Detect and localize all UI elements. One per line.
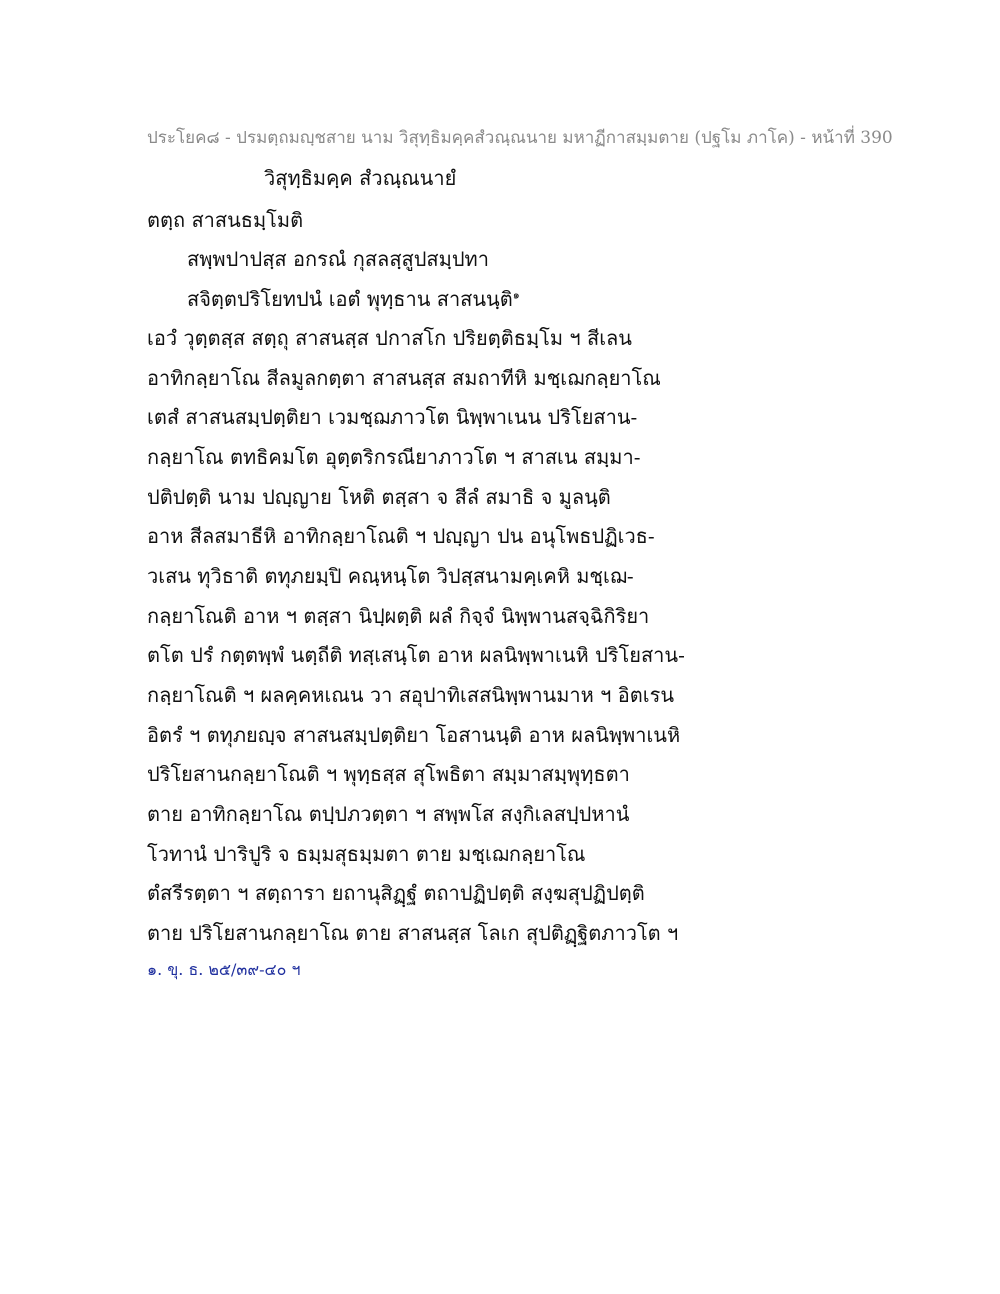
section-title: วิสุทฺธิมคฺค สํวณฺณนายํ bbox=[264, 166, 457, 190]
body-line: ปติปตฺติ นาม ปญฺญาย โหติ ตสฺสา จ สีลํ สมาธิ จ มูลนฺติ bbox=[147, 485, 611, 509]
body-line: เอวํ วุตฺตสฺส สตฺถุ สาสนสฺส ปกาสโก ปริยตฺติธมฺโม ฯ สีเลน bbox=[147, 326, 632, 350]
footnote-marker: ๑ bbox=[512, 288, 520, 302]
page-header: ประโยค๘ - ปรมตฺถมญฺชสาย นาม วิสุทฺธิมคฺคสํวณฺณนาย มหาฏีกาสมฺมตาย (ปฐโม ภาโค) - หน้าที่ 390 bbox=[147, 128, 893, 148]
footnote: ๑. ขุ. ธ. ๒๕/๓๙-๔๐ ฯ bbox=[147, 960, 301, 979]
body-line: โวทานํ ปาริปูริ จ ธมฺมสุธมฺมตา ตาย มชฺเฌกลฺยาโณ bbox=[147, 842, 586, 866]
body-line: ตโต ปรํ กตฺตพฺพํ นตฺถีติ ทสฺเสนฺโต อาห ผลนิพฺพาเนหิ ปริโยสาน- bbox=[147, 643, 685, 667]
body-line: อาทิกลฺยาโณ สีลมูลกตฺตา สาสนสฺส สมถาทีหิ มชฺเฌกลฺยาโณ bbox=[147, 366, 661, 390]
verse-line-2-text: สจิตฺตปริโยทปนํ เอตํ พุทฺธาน สาสนนฺติ bbox=[187, 287, 513, 311]
body-line: กลฺยาโณติ อาห ฯ ตสฺสา นิปฺผตฺติ ผลํ กิจฺจํ นิพฺพานสจฺฉิกิริยา bbox=[147, 604, 650, 628]
body-line: กลฺยาโณติ ฯ ผลคฺคหเณน วา สอุปาทิเสสนิพฺพานมาห ฯ อิตเรน bbox=[147, 683, 675, 707]
body-line: ตาย ปริโยสานกลฺยาโณ ตาย สาสนสฺส โลเก สุปติฏฺฐิตภาวโต ฯ bbox=[147, 921, 679, 945]
verse-line-1: สพฺพปาปสฺส อกรณํ กุสลสฺสูปสมฺปทา bbox=[187, 247, 489, 271]
body-line: กลฺยาโณ ตทธิคมโต อุตฺตริกรณียาภาวโต ฯ สาสเน สมฺมา- bbox=[147, 445, 641, 469]
body-line: เตสํ สาสนสมฺปตฺติยา เวมชฺฌภาวโต นิพฺพาเนน ปริโยสาน- bbox=[147, 405, 638, 429]
verse-intro: ตตฺถ สาสนธมฺโมติ bbox=[147, 208, 304, 232]
body-line: ปริโยสานกลฺยาโณติ ฯ พุทฺธสฺส สุโพธิตา สมฺมาสมฺพุทฺธตา bbox=[147, 762, 630, 786]
body-line: อาห สีลสมาธีหิ อาทิกลฺยาโณติ ฯ ปญฺญา ปน อนุโพธปฏิเวธ- bbox=[147, 524, 655, 548]
body-line: อิตรํ ฯ ตทุภยญฺจ สาสนสมฺปตฺติยา โอสานนฺติ อาห ผลนิพฺพาเนหิ bbox=[147, 723, 681, 747]
verse-line-2 bbox=[187, 283, 520, 315]
body-line: ตาย อาทิกลฺยาโณ ตปฺปภวตฺตา ฯ สพฺพโส สงฺกิเลสปฺปหานํ bbox=[147, 802, 630, 826]
body-line: วเสน ทุวิธาติ ตทุภยมฺปิ คณฺหนฺโต วิปสฺสนามคฺเคหิ มชฺเฌ- bbox=[147, 564, 634, 588]
body-line: ตํสรีรตฺตา ฯ สตฺถารา ยถานุสิฏฺฐํ ตถาปฏิปตฺติ สงฺฆสุปฏิปตฺติ bbox=[147, 881, 645, 905]
